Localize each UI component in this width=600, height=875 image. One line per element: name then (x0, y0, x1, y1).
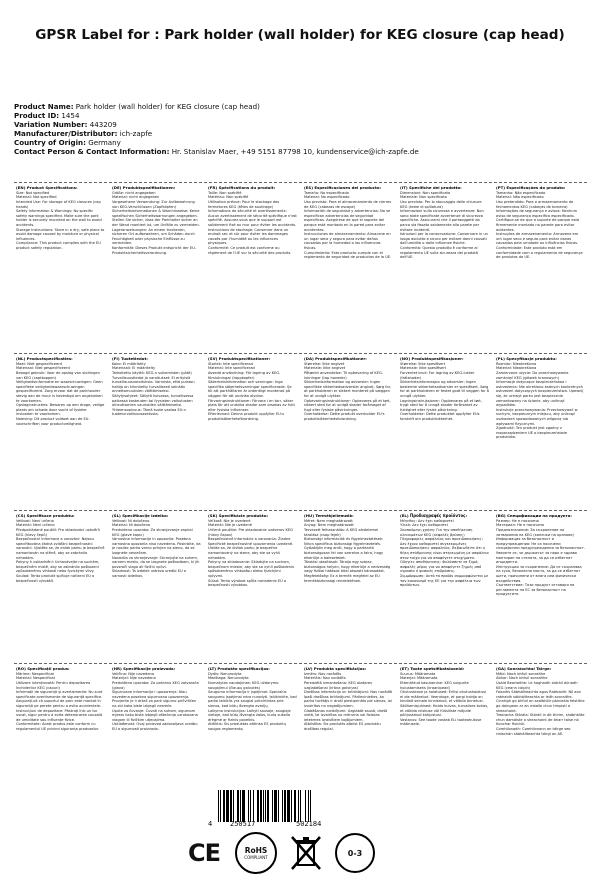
language-spec-heading: (EN) Product Specifications: (16, 185, 78, 190)
language-spec-heading: (DA) Produktspecifikationer: (304, 356, 367, 361)
language-spec-line: Treoracha Stórála: Stóráil in áit thirim, shábháilte chun damáiste a sheachaint de bharr taise nó tionchar fisiciúil. (496, 713, 585, 727)
language-spec-line: Usklađenost: Ovaj proizvod zadovoljava uredbu EU o sigurnosti proizvoda. (112, 722, 198, 731)
language-spec-block (14, 183, 107, 353)
meta-origin: Country of Origin: Germany (14, 138, 121, 148)
language-spec-line: Biztonsági információk és figyelmeztetések: Nincs specifikus biztonsági figyelmeztetés. Győződjön meg arról, hogy a parktartó biztonságosan fel van szerelve a falra, hogy elkerülje a baleseteket. (304, 537, 384, 560)
language-spec-line: Saugumo informacija ir įspėjimai: Specialūs saugumo įspėjimai nėra nurodyti. Įsitikinkite, kad parko laikiklis yra saugiai pritvirtintas prie sienos, kad būtų išvengta avarijų. (208, 690, 297, 708)
language-spec-line: Material: nicht angegeben (112, 195, 160, 200)
language-spec-line: Informações de segurança e avisos: Nenhum aviso de segurança específico especificado. Certifique-se de que o suporte de parque está firmemente montado na parede para evitar acidentes. (496, 209, 580, 232)
spec-row (14, 663, 587, 808)
language-spec-line: Turvallisuustiedot ja varoitukset: Ei erityisiä turvallisuusvaroituksia. Varmista, että puiston haltija on kiinnitetty turvallisesti seinään onnettomuuksien välttämiseksi. (112, 375, 195, 394)
language-spec-line: Материал: Не е посочено (496, 523, 545, 528)
language-spec-line: Uso previsto: Para el almacenamiento de cierres de KEG (cabezas de escape) (304, 199, 392, 209)
language-spec-line: Vastavus: See toode vastab ELi tooteohutuse määrusele. (400, 717, 482, 727)
language-spec-line: Utilisation prévue: Pour le stockage des fermetures KEG (têtes de soutirage) (208, 199, 280, 209)
language-spec-line: Faisnéis Sábháilteachta agus Rabhaidh: Níl aon rabhaidh sábháilteachta ar leith sonraithe. Cinntigh go bhfuil an sealbhóir páirceála feistithe go daingean ar an mballa chun timpistí a sheachaint. (496, 690, 585, 713)
language-spec-heading: (IT) Specifiche del prodotto: (400, 185, 462, 190)
language-spec-line: Upute za čuvanje: Čuvati na suhom, sigurnom mjestu kako biste izbjegli oštećenja uzrokovana vlagom ili fizičkim utjecajima. (112, 708, 198, 722)
language-spec-line: Veiligheidsinformatie en waarschuwingen: Geen specifieke veiligheidswaarschuwingen gespecificeerd. Zorg ervoor dat de parkhouder stevig aan de muur is bevestigd om ongelukken te voorkomen. (16, 380, 103, 403)
language-spec-line: Предназначение: За съхранение на затваряния на KEG (капачки на кранове) (496, 527, 574, 537)
language-spec-line: Intended Use: For storage of KEG closures (cap heads) (16, 199, 101, 209)
language-spec-line: Navodila za shranjevanje: Shranjujte na suhem, varnem mestu, da se izognete poškodbam, ki jih povzroči vlaga ali fizični vplivi. (112, 555, 200, 569)
language-spec-line: Conformité: Ce produit est conforme au règlement de l'UE sur la sécurité des produits. (208, 245, 292, 255)
language-spec-heading: (PL) Specyfikacje produktu: (496, 356, 557, 361)
language-spec-line: Instructions de stockage: Conserver dans un endroit sec et sûr pour éviter les dommages causés par l'humidité ou les influences physiques. (208, 227, 289, 246)
language-spec-line: Veličina: Nije navedeno (112, 671, 155, 676)
language-spec-line: Utilizare intenționată: Pentru depozitarea închiderilor KEG (capuri) (16, 680, 91, 690)
language-spec-line: Comhlíonadh: Comhlíonann an táirge seo rialachán sábháilteachta táirgí an AE. (496, 726, 571, 736)
language-spec-line: Size: Not specified (16, 190, 50, 195)
language-spec-heading: (PT) Especificações do produto: (496, 185, 566, 190)
language-spec-heading: (RO) Specificații produs: (16, 666, 70, 671)
language-spec-line: Tamaño: No especificado (304, 190, 349, 195)
language-spec-line: Размер: Не е посочено (496, 518, 539, 523)
language-spec-heading: (FR) Spécifications du produit: (208, 185, 276, 190)
language-spec-line: Material: No especificado (304, 195, 350, 200)
language-spec-line: Cumplimiento: Este producto cumple con el reglamento de seguridad de productos de la UE. (304, 250, 392, 260)
language-spec-line: Sigurnosne informacije i upozorenja: Nisu navedena posebna sigurnosna upozorenja. Provjerite je li držač za park sigurno pričvršćen na zid kako biste izbjegli nesreće. (112, 690, 197, 708)
language-spec-line: Größe: nicht angegeben (112, 190, 156, 195)
language-spec-line: Säkerhetsinformation och varningar: Inga specifika säkerhetsvarningar specificerade. Se till att parkhållaren är ordentligt monterad på väggen för att undvika olyckor. (208, 380, 292, 398)
language-spec-line: Dydis: Nenurodyta (208, 671, 242, 676)
language-spec-block (110, 183, 203, 353)
language-spec-line: Bezpečnostné informácie a varovania: Žiadne špecifické bezpečnostné upozornenia uvedené. Uistite sa, že držiak parku je bezpečne namontovaný na stene, aby ste sa vyhli nehodám. (208, 537, 294, 560)
language-spec-line: Matériau: Non spécifié (208, 195, 249, 200)
language-spec-line: Sicherheitsinformationen & Warnhinweise: Keine spezifischen Sicherheitswarnungen angegeben. Stellen Sie sicher, dass der Parkhalter sicher an der Wand montiert ist, um Unfälle zu vermeiden. (112, 209, 200, 227)
language-spec-line: Instrukcje przechowywania: Przechowywać w suchym, bezpiecznym miejscu, aby uniknąć uszkodzeń spowodowanych wilgocią lub wpływami fizycznymi. (496, 407, 578, 426)
language-spec-line: Opslaginstructies: Bewaren op een droge, veilige plaats om schade door vocht of fysieke invloeden te voorkomen. (16, 403, 105, 417)
language-spec-line: Bezpečnostní informace a varování: Nejsou specifikována žádná zvláštní bezpečnostní varování. Ujistěte se, že držák parku je bezpečně namontován na stěně, aby se zabránilo nehodám. (16, 537, 105, 560)
language-spec-line: Atbilstība: Šis produkts atbilst ES produktu drošības regulai. (304, 722, 381, 731)
language-spec-line: Lageranweisungen: An einem trockenen, sicheren Ort aufbewahren, um Schäden durch Feuchtigkeit oder physische Einflüsse zu vermeiden. (112, 227, 195, 246)
language-spec-line: Dimensioni: Non specificato (400, 190, 451, 195)
language-spec-line: Varnostne informacije in opozorila: Posebna varnostna opozorila niso navedena. Poskrbite, da je nosilec parka varno pritrjen na steno, da se izognete nesrečam. (112, 537, 201, 555)
language-spec-line: Förvaringsinstruktioner: Förvara i en torr, säker plats för att undvika skador som orsakas av fukt eller fysiska influenser. (208, 398, 295, 412)
language-spec-line: Izmērs: Nav norādīts (304, 671, 342, 676)
language-spec-line: Tamanho: Não especificado (496, 190, 546, 195)
language-spec-heading: (GA) Sonraíochtaí Táirge: (496, 666, 552, 671)
language-spec-line: Tervezett felhasználás: A KEG záróelemei tárolása (csap fejek) (304, 527, 379, 537)
language-spec-line: Lagringsinstruksjoner: Oppbevares på et tørt, trygt sted for å unngå skader forårsaket av fuktighet eller fysisk påvirkning. (400, 398, 482, 412)
language-spec-line: Storlek: Inte specificerad (208, 361, 253, 366)
language-spec-line: Taille: Non spécifié (208, 190, 242, 195)
language-spec-line: Velikost: Ni določeno (112, 518, 150, 523)
language-spec-block (302, 511, 395, 663)
language-spec-line: Οδηγίες αποθήκευσης: Φυλάσσετε σε ξηρό, ασφαλές μέρος για να αποφύγετε ζημιές από υγρασία ή φυσικές επιδράσεις. (400, 560, 482, 574)
language-spec-line: Vorgesehene Verwendung: Zur Aufbewahrung von KEG-Verschlüssen (Zapfköpfen) (112, 199, 195, 209)
language-spec-block (398, 354, 491, 510)
language-spec-line: Méid: Nach bhfuil sonraithe (496, 671, 546, 676)
language-spec-line: Paredzētā izmantošana: KEG aizdares uzglabāšanai (krāna galviņas) (304, 680, 372, 690)
barcode-bars (218, 790, 358, 822)
language-spec-heading: (BG) Спецификации на продукта: (496, 513, 572, 518)
spec-row (14, 182, 587, 353)
language-spec-line: Información de seguridad y advertencias: No se especifican advertencias de seguridad específicas. Asegúrese de que el soporte del parque está montado en la pared para evitar accidentes. (304, 209, 391, 232)
language-spec-line: Materiale: Ikke spesifisert (400, 366, 447, 371)
language-spec-line: Informations de sécurité et avertissements: Aucun avertissement de sécurité spécifique n'est spécifié. Assurez-vous que le support est solidement fixé au mur pour éviter les accidents. (208, 209, 297, 227)
language-spec-line: Koko: Ei määritelty (112, 361, 146, 366)
language-spec-line: Maat: Niet gespecificeerd (16, 361, 62, 366)
gpsr-label (0, 27, 600, 875)
language-spec-line: Material: Não especificado (496, 195, 544, 200)
language-spec-line: Sikkerhedsinformation og advarsler: Ingen specifikke sikkerhedsadvarsler angivet. Sørg for, at parkholderen er sikkert monteret på væggen for at undgå ulykker. (304, 380, 392, 398)
language-spec-line: Suurus: Määramata (400, 671, 436, 676)
meta-variation: Variation Number: 443209 (14, 120, 117, 130)
language-spec-line: Storage Instructions: Store in a dry, safe place to avoid damage caused by moisture or physical influences. (16, 227, 105, 241)
language-spec-heading: (LT) Produkto specifikacijos: (208, 666, 270, 671)
language-spec-line: Forventet bruk: For lagring av KEG-lukker (fattshoder) (400, 370, 475, 380)
language-spec-line: Material: Not specified (16, 195, 57, 200)
language-spec-line: Glabāšanas norādījumi: Uzglabāt sausā, drošā vietā, lai izvairītos no mitruma vai fiziskas ietekmes izraisītiem bojājumiem. (304, 708, 388, 722)
language-spec-line: Σκοπούμενη χρήση: Για την αποθήκευση κλεισιμάτων KEG (κεφαλές βρύσης) (400, 527, 473, 537)
meta-contact: Contact Person & Contact Information: Hr. Stanislav Maer, +49 5151 87798 10, kundenservice@ich-zapfe.de (14, 147, 419, 157)
language-spec-line: Predvidena uporaba: Za shranjevanje zapiral KEG (glave kapic) (112, 527, 193, 537)
language-spec-line: Laikymo instrukcijos: Laikyti sausoje, saugioje vietoje, kad būtų išvengta žalos, kurią sukelia drėgmė ar fizinis poveikis. (208, 708, 291, 722)
language-spec-heading: (HR) Specifikacije proizvoda: (112, 666, 176, 671)
language-spec-block (398, 183, 491, 353)
language-spec-line: Conformità: Questo prodotto è conforme al regolamento UE sulla sicurezza dei prodotti dell'UE. (400, 245, 479, 260)
language-spec-heading: (SK) Špecifikácie produktu: (208, 513, 269, 518)
language-spec-block (110, 354, 203, 510)
language-spec-block (302, 183, 395, 353)
language-spec-block (14, 354, 107, 510)
rohs-icon: RoHS COMPLIANT (235, 832, 277, 874)
language-spec-line: Säilitamisjuhised: Hoida kuivas, turvalises kohas, et vältida niiskuse või füüsiliste mõjude põhjustatud kahjustusi. (400, 703, 489, 718)
language-spec-line: Informații de siguranță și avertismente: Nu sunt specificate avertismente de siguranță specifice. Asigurați-vă că suportul de parc este montat în siguranță pe perete pentru a evita accidentele. (16, 690, 103, 708)
language-spec-line: Overholdelse: Dette produktet oppfyller EUs forskrift om produktsikkerhet. (400, 412, 480, 421)
language-spec-block (494, 183, 587, 353)
language-spec-block (398, 511, 491, 663)
language-spec-line: Atitiktis: Šis produktas atitinka ES produktų saugos reglamentą. (208, 722, 286, 731)
language-spec-line: Megfelelőség: Ez a termék megfelel az EU termékbiztonsági rendeletének. (304, 573, 380, 583)
language-spec-heading: (SL) Specifikacije izdelka: (112, 513, 169, 518)
language-spec-line: Pokyny na skladovanie: Skladujte na suchom, bezpečnom mieste, aby ste sa vyhli poškodeniu spôsobenému vlhkosťou alebo fyzickými vplyvmi. (208, 560, 295, 578)
language-spec-line: Efterlevnad: Denna produkt uppfyller EU:s produktsäkerhetsförordning. (208, 412, 284, 421)
language-spec-block (206, 354, 299, 510)
language-spec-block (398, 664, 491, 808)
language-spec-line: Materiál: Není určeno (16, 523, 55, 528)
language-spec-block (206, 183, 299, 353)
language-spec-line: Anyag: Nem meghatározott (304, 523, 354, 528)
spec-grid (14, 182, 587, 808)
language-spec-line: Instrucciones de almacenamiento: Almacene en un lugar seco y seguro para evitar daños causados por la humedad o las influencias físicas. (304, 232, 391, 250)
language-spec-line: Skladnost: Ta izdelek ustreza uredbi EU o varnosti izdelkov. (112, 569, 186, 578)
language-spec-line: Materiāls: Nav norādīts (304, 676, 346, 681)
barcode-bar (311, 790, 312, 822)
language-spec-line: Uso previsto: Per lo stoccaggio delle chiusure KEG (teste di spillatura) (400, 199, 482, 209)
language-spec-line: Materiale: Non specificato (400, 195, 447, 200)
language-spec-line: Mărime: Nespecificat (16, 671, 54, 676)
language-spec-block (494, 354, 587, 510)
language-spec-line: Předpokládané použití: Pro skladování uzávěrů KEG (hlavy čepů) (16, 527, 100, 537)
language-spec-line: Størrelse: Ikke angivet (304, 361, 345, 366)
language-spec-line: Safety Information & Warnings: No specific safety warnings specified. Make sure the park holder is securely mounted on the wall to avoid accidents. (16, 209, 102, 227)
age-warning-icon: 0-3 (335, 833, 375, 873)
language-spec-line: Ohutusteave ja hoiatused: Erilisi ohutushoiatusi ei ole määratud. Veenduge, et pargi hoidja on kindlalt seinale kinnitatud, et vältida õnnetusi. (400, 690, 486, 704)
language-spec-line: Ettenähtud kasutamine: KEG sulgurite hoiustamiseks (kraanipead) (400, 680, 469, 690)
language-spec-line: Úsáid Beartaithe: Le haghaidh stóráil dúnadh KEG (ceann caipín) (496, 680, 578, 690)
language-spec-line: Информация за безопасност и предупреждения: Не са посочени специфични предупреждения за безопасност. Уверете се, че държачът за парк е здраво монтиран на стената, за да се избегнат инциденти. (496, 537, 585, 565)
language-spec-line: Υλικό: Δεν έχει καθοριστεί (400, 523, 449, 528)
language-spec-line: Yhteensopivuus: Tämä tuote vastaa EU:n tuoteturvallisuusasetusta. (112, 407, 186, 417)
language-spec-line: Méret: Nem meghatározott (304, 518, 353, 523)
language-spec-line: Zamierzone użycie: Do przechowywania zamknięć KEG (główek kranowych) (496, 370, 569, 380)
language-spec-line: Materiał: Nieokreślona (496, 366, 537, 371)
language-spec-heading: (CS) Specifikace produktu: (16, 513, 75, 518)
language-spec-line: Rozmiar: Nieokreślona (496, 361, 537, 366)
meta-product-name: Product Name: Park holder (wall holder) for KEG closure (cap head) (14, 102, 260, 111)
language-spec-block (14, 511, 107, 663)
language-spec-block (302, 354, 395, 510)
language-spec-line: Medžiaga: Nenurodyta (208, 676, 249, 681)
language-spec-line: Overholdelse: Dette produkt overholder EU's produktsikkerhedsforordning. (304, 412, 385, 421)
ce-mark-icon: CE (187, 839, 220, 867)
language-spec-block (110, 664, 203, 808)
meta-product-id: Product ID: 1454 (14, 111, 80, 121)
language-spec-heading: (HU) Termékjellemzők: (304, 513, 354, 518)
language-spec-line: Informazioni sulla sicurezza e avvertenze: Non sono state specificate avvertenze di sicurezza specifiche. Assicurarsi che il portaoggetti da parco sia fissato saldamente alla parete per evitare incidenti. (400, 209, 484, 232)
language-spec-line: Veľkosť: Nie je uvedené (208, 518, 251, 523)
language-spec-line: Conformidade: Este produto está em conformidade com o regulamento de segurança de produtos da UE. (496, 245, 583, 260)
language-spec-line: Naleving: Dit product voldoet aan de EU-voorschriften voor productveiligheid. (16, 416, 90, 426)
language-spec-line: Størrelse: Ikke spesifisert (400, 361, 446, 366)
language-spec-line: Tarkoitettu käyttö: KEG-n sulkemisten (päät) (112, 370, 192, 375)
language-spec-line: Informacje dotyczące bezpieczeństwa i ostrzeżenia: Nie określono żadnych konkretnych ostrzeżeń dotyczących bezpieczeństwa. Upewnij się, że uchwyt parku jest bezpiecznie zamontowany na ścianie, aby uniknąć wypadków. (496, 380, 584, 408)
language-spec-line: Påtænkt anvendelse: Til opbevaring af KEG-lukninger (tap hoveder) (304, 370, 384, 380)
language-spec-line: Drošības informācija un brīdinājumi: Nav norādīti īpaši drošības brīdinājumi. Pārliecinieties, ka parka turētājs ir droši piestiprināts pie sienas, lai izvairītos no negadījumiem. (304, 690, 393, 708)
language-spec-line: Tárolási utasítások: Tárolja egy száraz, biztonságos helyen, hogy elkerülje a nedvesség vagy fizikai hatások által okozott károsodást. (304, 560, 391, 574)
language-spec-line: Instrucțiuni de depozitare: Păstrați într-un loc uscat, sigur pentru a evita deteriorarea cauzată de umiditate sau influențe fizice. (16, 708, 103, 722)
language-spec-line: Istruzioni per la conservazione: Conservare in un luogo asciutto e sicuro per evitare danni causati dall'umidità o dalle influenze fisiche. (400, 232, 488, 246)
language-spec-block (110, 511, 203, 663)
barcode-digits-right: 502184 (296, 820, 322, 828)
language-spec-line: Avsedd användning: För lagring av KEG-förslutningar (tappkopfer) (208, 370, 281, 380)
language-spec-heading: (ES) Especificaciones del producto: (304, 185, 382, 190)
language-spec-line: Zgodność: Ten produkt jest zgodny z rozporządzeniem UE o bezpieczeństwie produktów. (496, 426, 568, 440)
language-spec-line: Súlad: Tento výrobok spĺňa nariadenie EÚ o bezpečnosti výrobkov. (208, 578, 287, 588)
language-spec-block (494, 664, 587, 808)
language-spec-line: Material: Inte specificerad (208, 366, 255, 371)
language-spec-line: Beoogd gebruik: Voor de opslag van sluitingen van KEG (captkoppen) (16, 370, 100, 380)
language-spec-line: Инструкции за съхранение: Да се съхранява на сухо, безопасно място, за да се избегнат щети, причинени от влага или физически въздействия. (496, 564, 582, 583)
language-spec-line: Συμμόρφωση: Αυτό το προϊόν συμμορφώνεται με τον κανονισμό της ΕΕ για την ασφάλεια των προϊόντων. (400, 573, 489, 588)
language-spec-block (14, 664, 107, 808)
weee-crossed-bin-icon (289, 834, 323, 872)
barcode-digit-first: 4 (208, 820, 213, 828)
language-spec-block (302, 664, 395, 808)
language-spec-heading: (ET) Toote spetsifikatsioonid: (400, 666, 465, 671)
language-spec-line: Soulad: Tento produkt splňuje nařízení EU o bezpečnosti výrobků. (16, 573, 95, 583)
language-spec-line: Πληροφορίες ασφαλείας και προειδοποιήσεις: Δεν έχουν καθοριστεί συγκεκριμένες προειδοποιήσεις ασφαλείας. Βεβαιωθείτε ότι η θήκη στάθμευσης είναι στερεωμένη με ασφάλεια στον τοίχο για να αποφύγετε ατυχήματα. (400, 537, 489, 560)
language-spec-block (206, 511, 299, 663)
language-spec-line: Conformitate: Acest produs este conform cu regulamentul UE privind siguranța produselor. (16, 722, 99, 731)
language-spec-line: Μέγεθος: Δεν έχει καθοριστεί (400, 518, 454, 523)
language-spec-line: Instruções de armazenamento: Armazene em um lugar seco e seguro para evitar danos causados pela umidade ou influências físicas. (496, 232, 579, 246)
language-spec-heading: (NO) Produktspesifikasjoner: (400, 356, 464, 361)
spec-row (14, 353, 587, 510)
language-spec-block (494, 511, 587, 663)
language-spec-block (206, 664, 299, 808)
language-spec-line: Materiale: Ikke angivet (304, 366, 346, 371)
language-spec-line: Materiál: Nie je uvedené (208, 523, 252, 528)
language-spec-line: Material: Nespecificat (16, 676, 56, 681)
barcode-digits-left: 250517 (230, 820, 256, 828)
page-title: GPSR Label for : Park holder (wall holder) for KEG closure (cap head) (35, 27, 565, 43)
language-spec-line: Materiaali: Ei määritelty (112, 366, 156, 371)
language-spec-heading: (NL) Productspecificaties: (16, 356, 73, 361)
language-spec-heading: (FI) Tuotetiedot: (112, 356, 148, 361)
language-spec-line: Uso pretendido: Para o armazenamento de fechamentos KEG (cabeças de torneira) (496, 199, 574, 209)
language-spec-line: Opbevaringsinstruktioner: Opbevares på et tørt, sikkert sted for at undgå skader forårsaget af fugt eller fysiske påvirkninger. (304, 398, 391, 412)
meta-manufacturer: Manufacturer/Distributor: ich-zapfe (14, 129, 153, 139)
language-spec-line: Konformität: Dieses Produkt entspricht der EU-Produktsicherheitsverordnung. (112, 245, 197, 255)
spec-row (14, 510, 587, 663)
language-spec-line: Compliance: This product complies with the EU product safety regulation. (16, 241, 101, 250)
language-spec-line: Säilytysohjeet: Säilytä kuivassa, turvallisessa paikassa kosteuden tai fyysisten vaikutusten aiheuttamien vaurioiden välttämiseksi. (112, 393, 194, 408)
language-spec-line: Съответствие: Този продукт отговаря на регламента на ЕС за безопасност на продуктите. (496, 583, 575, 597)
language-spec-line: Pokyny k uskladnění: Uchovávejte na suchém, bezpečném místě, aby se zabránilo poškození způsobenému vlhkostí nebo fyzickými vlivy. (16, 560, 100, 574)
product-meta (14, 102, 586, 157)
compliance-icons (185, 832, 375, 874)
language-spec-line: Materiaal: Niet gespecificeerd (16, 366, 70, 371)
ean-barcode (208, 790, 360, 830)
language-spec-line: Materijal: Nije navedeno (112, 676, 156, 681)
language-spec-line: Ábhar: Nach bhfuil sonraithe (496, 676, 548, 681)
language-spec-line: Sikkerhetsinformasjon og advarsler: Ingen bestemte sikkerhetsadvarsler er spesifisert. Sørg for at parkholderen er festet godt til veggen for å unngå ulykker. (400, 380, 489, 398)
language-spec-line: Materjal: Määramata (400, 676, 438, 681)
language-spec-line: Určené použitie: Pre skladovanie uzáverov KEG (hlavy čapov) (208, 527, 293, 537)
language-spec-heading: (DE) Produktspezifikationen: (112, 185, 176, 190)
language-spec-heading: (SV) Produktspecifikationer: (208, 356, 271, 361)
language-spec-line: Predviđena uporaba: Za pohranu KEG zatvarača (glava) (112, 680, 199, 690)
language-spec-line: Material: Ni določeno (112, 523, 151, 528)
language-spec-heading: (EL) Προδιαγραφές προϊόντος: (400, 513, 467, 518)
language-spec-line: Numatytas naudojimas: KEG uždarymo saugojimui (čiaupų galvutės) (208, 680, 279, 690)
language-spec-line: Velikost: Není určeno (16, 518, 54, 523)
language-spec-heading: (LV) Produkta specifikācijas: (304, 666, 367, 671)
